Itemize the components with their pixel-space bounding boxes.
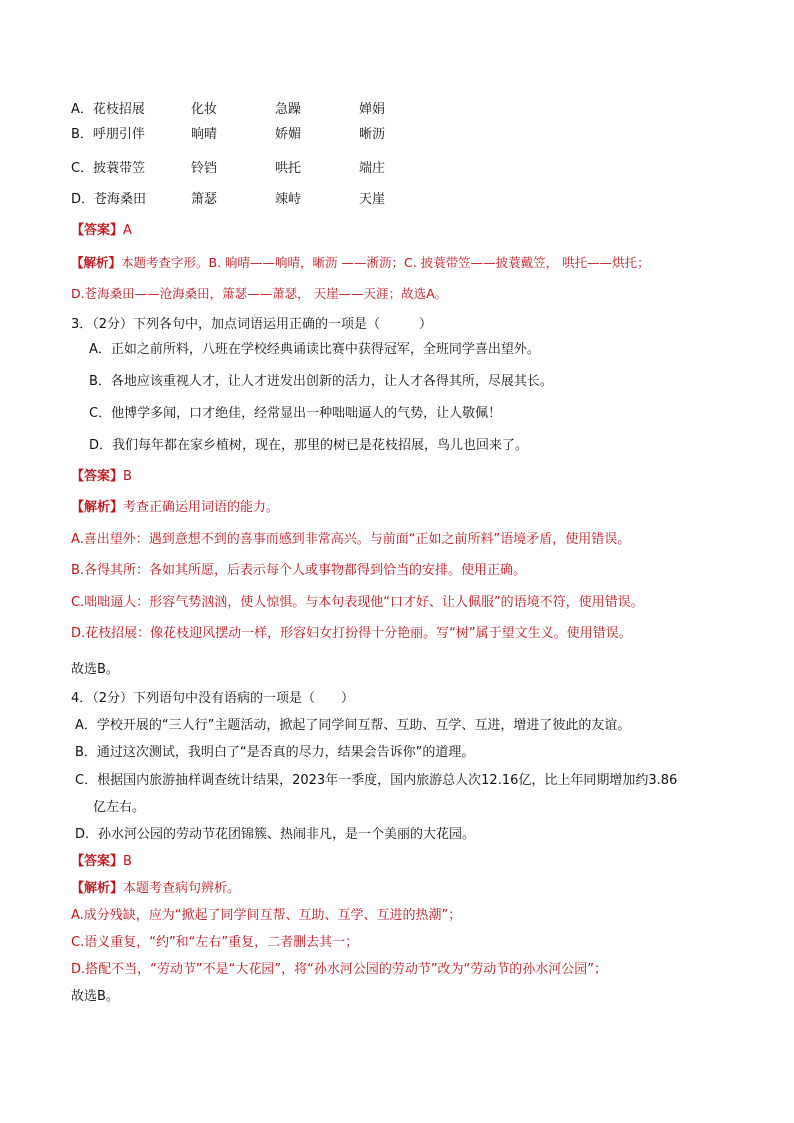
q2-option-c-label: C．披蓑带笠 <box>71 161 146 176</box>
answer-value: A <box>123 223 132 238</box>
q4-answer <box>71 853 132 871</box>
q3-detail-b: B.各得其所：各如其所愿，后表示每个人或事物都得到恰当的安排。使用正确。 <box>71 563 527 578</box>
q3-analysis <box>71 499 279 517</box>
answer-value: B <box>123 469 132 484</box>
q4-option-c-cont: 亿左右。 <box>93 800 146 815</box>
answer-tag: 【答案】 <box>71 223 124 238</box>
q2-answer <box>71 222 132 240</box>
q2-option-d-word3: 天崖 <box>359 192 386 207</box>
q2-option-b-word2: 娇媚 <box>275 127 302 142</box>
analysis-tag: 【解析】 <box>71 500 124 515</box>
answer-tag: 【答案】 <box>71 469 124 484</box>
q3-detail-c: C.咄咄逼人：形容气势汹汹，使人惊惧。与本句表现他“口才好、让人佩服”的语境不符，使用错误。 <box>71 595 644 610</box>
q2-option-a-label: A．花枝招展 <box>71 102 145 117</box>
q2-option-c-word3: 端庄 <box>359 161 386 176</box>
q4-analysis <box>71 880 240 898</box>
q2-option-d-word1: 箫瑟 <box>191 192 218 207</box>
q2-option-a-word3: 婵娟 <box>359 102 386 117</box>
q2-option-c-word2: 哄托 <box>275 161 302 176</box>
q2-option-b-word3: 晰沥 <box>359 127 386 142</box>
q3-option-d: D．我们每年都在家乡植树，现在，那里的树已是花枝招展，鸟儿也回来了。 <box>89 438 529 453</box>
analysis-tag: 【解析】 <box>71 255 122 270</box>
q2-option-b-word1: 晌晴 <box>191 127 218 142</box>
q2-analysis-line2: D.苍海桑田——沧海桑田，箫瑟——萧瑟， 天崖——天涯；故选A。 <box>71 286 448 301</box>
q4-option-c: C．根据国内旅游抽样调查统计结果，2023年一季度，国内旅游总人次12.16亿，比上年同期增加约3.86 <box>75 773 678 788</box>
q4-detail-c: C.语义重复，“约”和“左右”重复，二者删去其一； <box>71 935 359 950</box>
q3-option-a: A．正如之前所料，八班在学校经典诵读比赛中获得冠军，全班同学喜出望外。 <box>89 342 540 357</box>
q3-detail-d: D.花枝招展：像花枝迎风摆动一样，形容妇女打扮得十分艳丽。写“树”属于望文生义。使用错误。 <box>71 626 632 641</box>
q4-detail-d: D.搭配不当，“劳动节”不是“大花园”，将“孙水河公园的劳动节”改为“劳动节的孙水河公园”； <box>71 962 608 977</box>
q4-option-d: D．孙水河公园的劳动节花团锦簇、热闹非凡，是一个美丽的大花园。 <box>75 827 476 842</box>
analysis-tag: 【解析】 <box>71 881 124 896</box>
q2-option-a-word2: 急躁 <box>275 102 302 117</box>
q3-stem: 3．（2分）下列各句中，加点词语运用正确的一项是（ ） <box>71 317 433 332</box>
q2-option-d-word2: 竦峙 <box>275 192 302 207</box>
q2-option-c-word1: 铃铛 <box>191 161 218 176</box>
q3-conclusion: 故选B。 <box>71 662 119 677</box>
q3-detail-a: A.喜出望外：遇到意想不到的喜事而感到非常高兴。与前面“正如之前所料”语境矛盾，使用错误。 <box>71 532 631 547</box>
q3-option-c: C．他博学多闻，口才绝佳，经常显出一种咄咄逼人的气势，让人敬佩！ <box>89 406 502 421</box>
q4-option-b: B．通过这次测试，我明白了“是否真的尽力，结果会告诉你”的道理。 <box>75 745 475 760</box>
q2-option-b-label: B．呼朋引伴 <box>71 127 145 142</box>
q4-conclusion: 故选B。 <box>71 989 119 1004</box>
q4-option-a: A．学校开展的“三人行”主题活动，掀起了同学间互帮、互助、互学、互进，增进了彼此的友谊。 <box>75 718 631 733</box>
q3-option-b: B．各地应该重视人才，让人才迸发出创新的活力，让人才各得其所，尽展其长。 <box>89 374 553 389</box>
q4-detail-a: A.成分残缺，应为“掀起了同学间互帮、互助、互学、互进的热潮”； <box>71 908 462 923</box>
q2-option-d-label: D．苍海桑田 <box>71 192 147 207</box>
q2-option-a-word1: 化妆 <box>191 102 218 117</box>
q4-stem: 4．（2分）下列语句中没有语病的一项是（ ） <box>71 691 355 706</box>
analysis-text: 考查正确运用词语的能力。 <box>123 500 280 515</box>
answer-value: B <box>123 854 132 869</box>
q3-answer <box>71 468 132 486</box>
analysis-text: 本题考查字形。B. 晌晴——响晴，晰沥 ——淅沥；C. 披蓑带笠——披蓑戴笠， 哄托——烘托； <box>121 255 650 270</box>
q2-analysis-line1 <box>71 254 650 272</box>
answer-tag: 【答案】 <box>71 854 124 869</box>
analysis-text: 本题考查病句辨析。 <box>123 881 241 896</box>
